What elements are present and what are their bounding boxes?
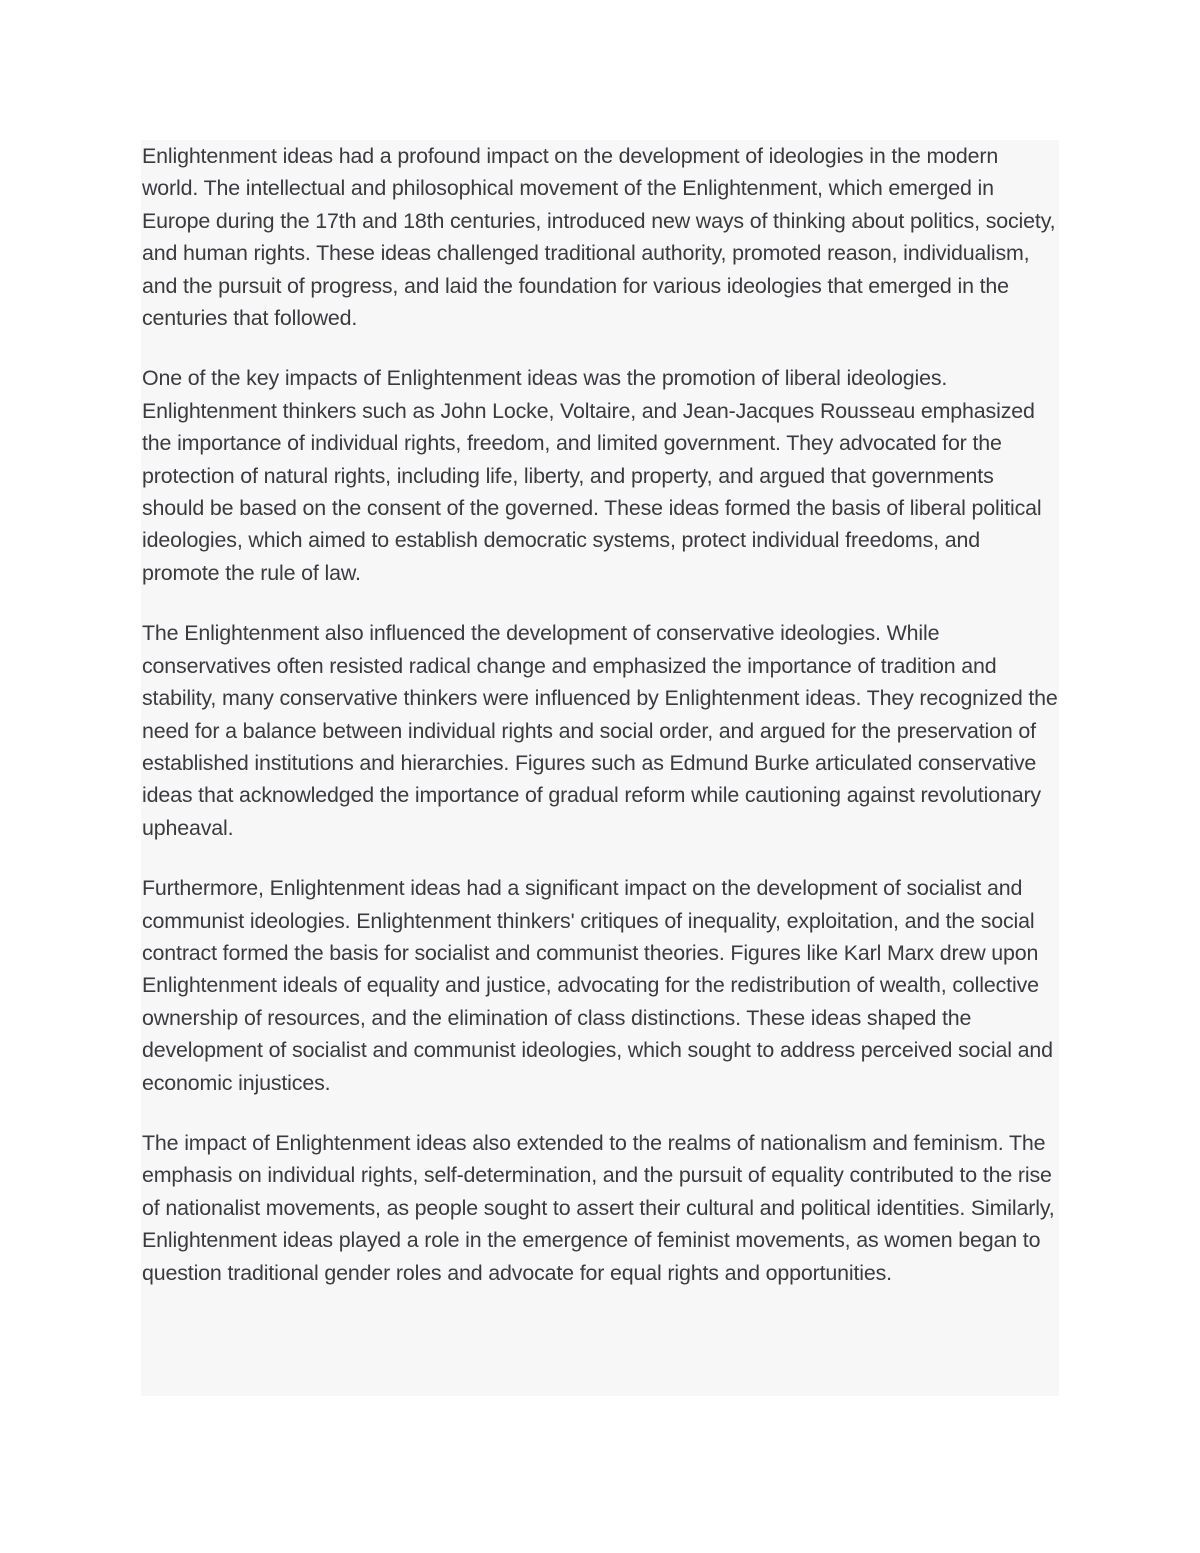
paragraph-conservative-ideologies: The Enlightenment also influenced the development of conservative ideologies. While conservatives often resisted radical change and emphasized the importance of tradition and stability, many conservative thinkers were influenced by Enlightenment ideas. They recognized the need for a balance between individual rights and social order, and argued for the preservation of established institutions and hierarchies. Figures such as Edmund Burke articulated conservative ideas that acknowledged the importance of gradual reform while cautioning against revolutionary upheaval. (142, 621, 1058, 840)
paragraph-intro: Enlightenment ideas had a profound impact on the development of ideologies in the modern world. The intellectual and philosophical movement of the Enlightenment, which emerged in Europe during the 17th and 18th centuries, introduced new ways of thinking about politics, society, and human rights. These ideas challenged traditional authority, promoted reason, individualism, and the pursuit of progress, and laid the foundation for various ideologies that emerged in the centuries that followed. (142, 144, 1056, 331)
paragraph-socialist-communist-ideologies: Furthermore, Enlightenment ideas had a significant impact on the development of socialist and communist ideologies. Enlightenment thinkers' critiques of inequality, exploitation, and the social contract formed the basis for socialist and communist theories. Figures like Karl Marx drew upon Enlightenment ideals of equality and justice, advocating for the redistribution of wealth, collective ownership of resources, and the elimination of class distinctions. These ideas shaped the development of socialist and communist ideologies, which sought to address perceived social and economic injustices. (142, 876, 1053, 1095)
essay-text-block (141, 140, 1059, 1396)
paragraph-nationalism-feminism: The impact of Enlightenment ideas also extended to the realms of nationalism and feminism. The emphasis on individual rights, self-determination, and the pursuit of equality contributed to the rise of nationalist movements, as people sought to assert their cultural and political identities. Similarly, Enlightenment ideas played a role in the emergence of feminist movements, as women began to question traditional gender roles and advocate for equal rights and opportunities. (142, 1130, 1055, 1285)
paragraph-liberal-ideologies: One of the key impacts of Enlightenment ideas was the promotion of liberal ideologies. Enlightenment thinkers such as John Locke, Voltaire, and Jean-Jacques Rousseau emphasized the importance of individual rights, freedom, and limited government. They advocated for the protection of natural rights, including life, liberty, and property, and argued that governments should be based on the consent of the governed. These ideas formed the basis of liberal political ideologies, which aimed to establish democratic systems, protect individual freedoms, and promote the rule of law. (142, 366, 1042, 585)
